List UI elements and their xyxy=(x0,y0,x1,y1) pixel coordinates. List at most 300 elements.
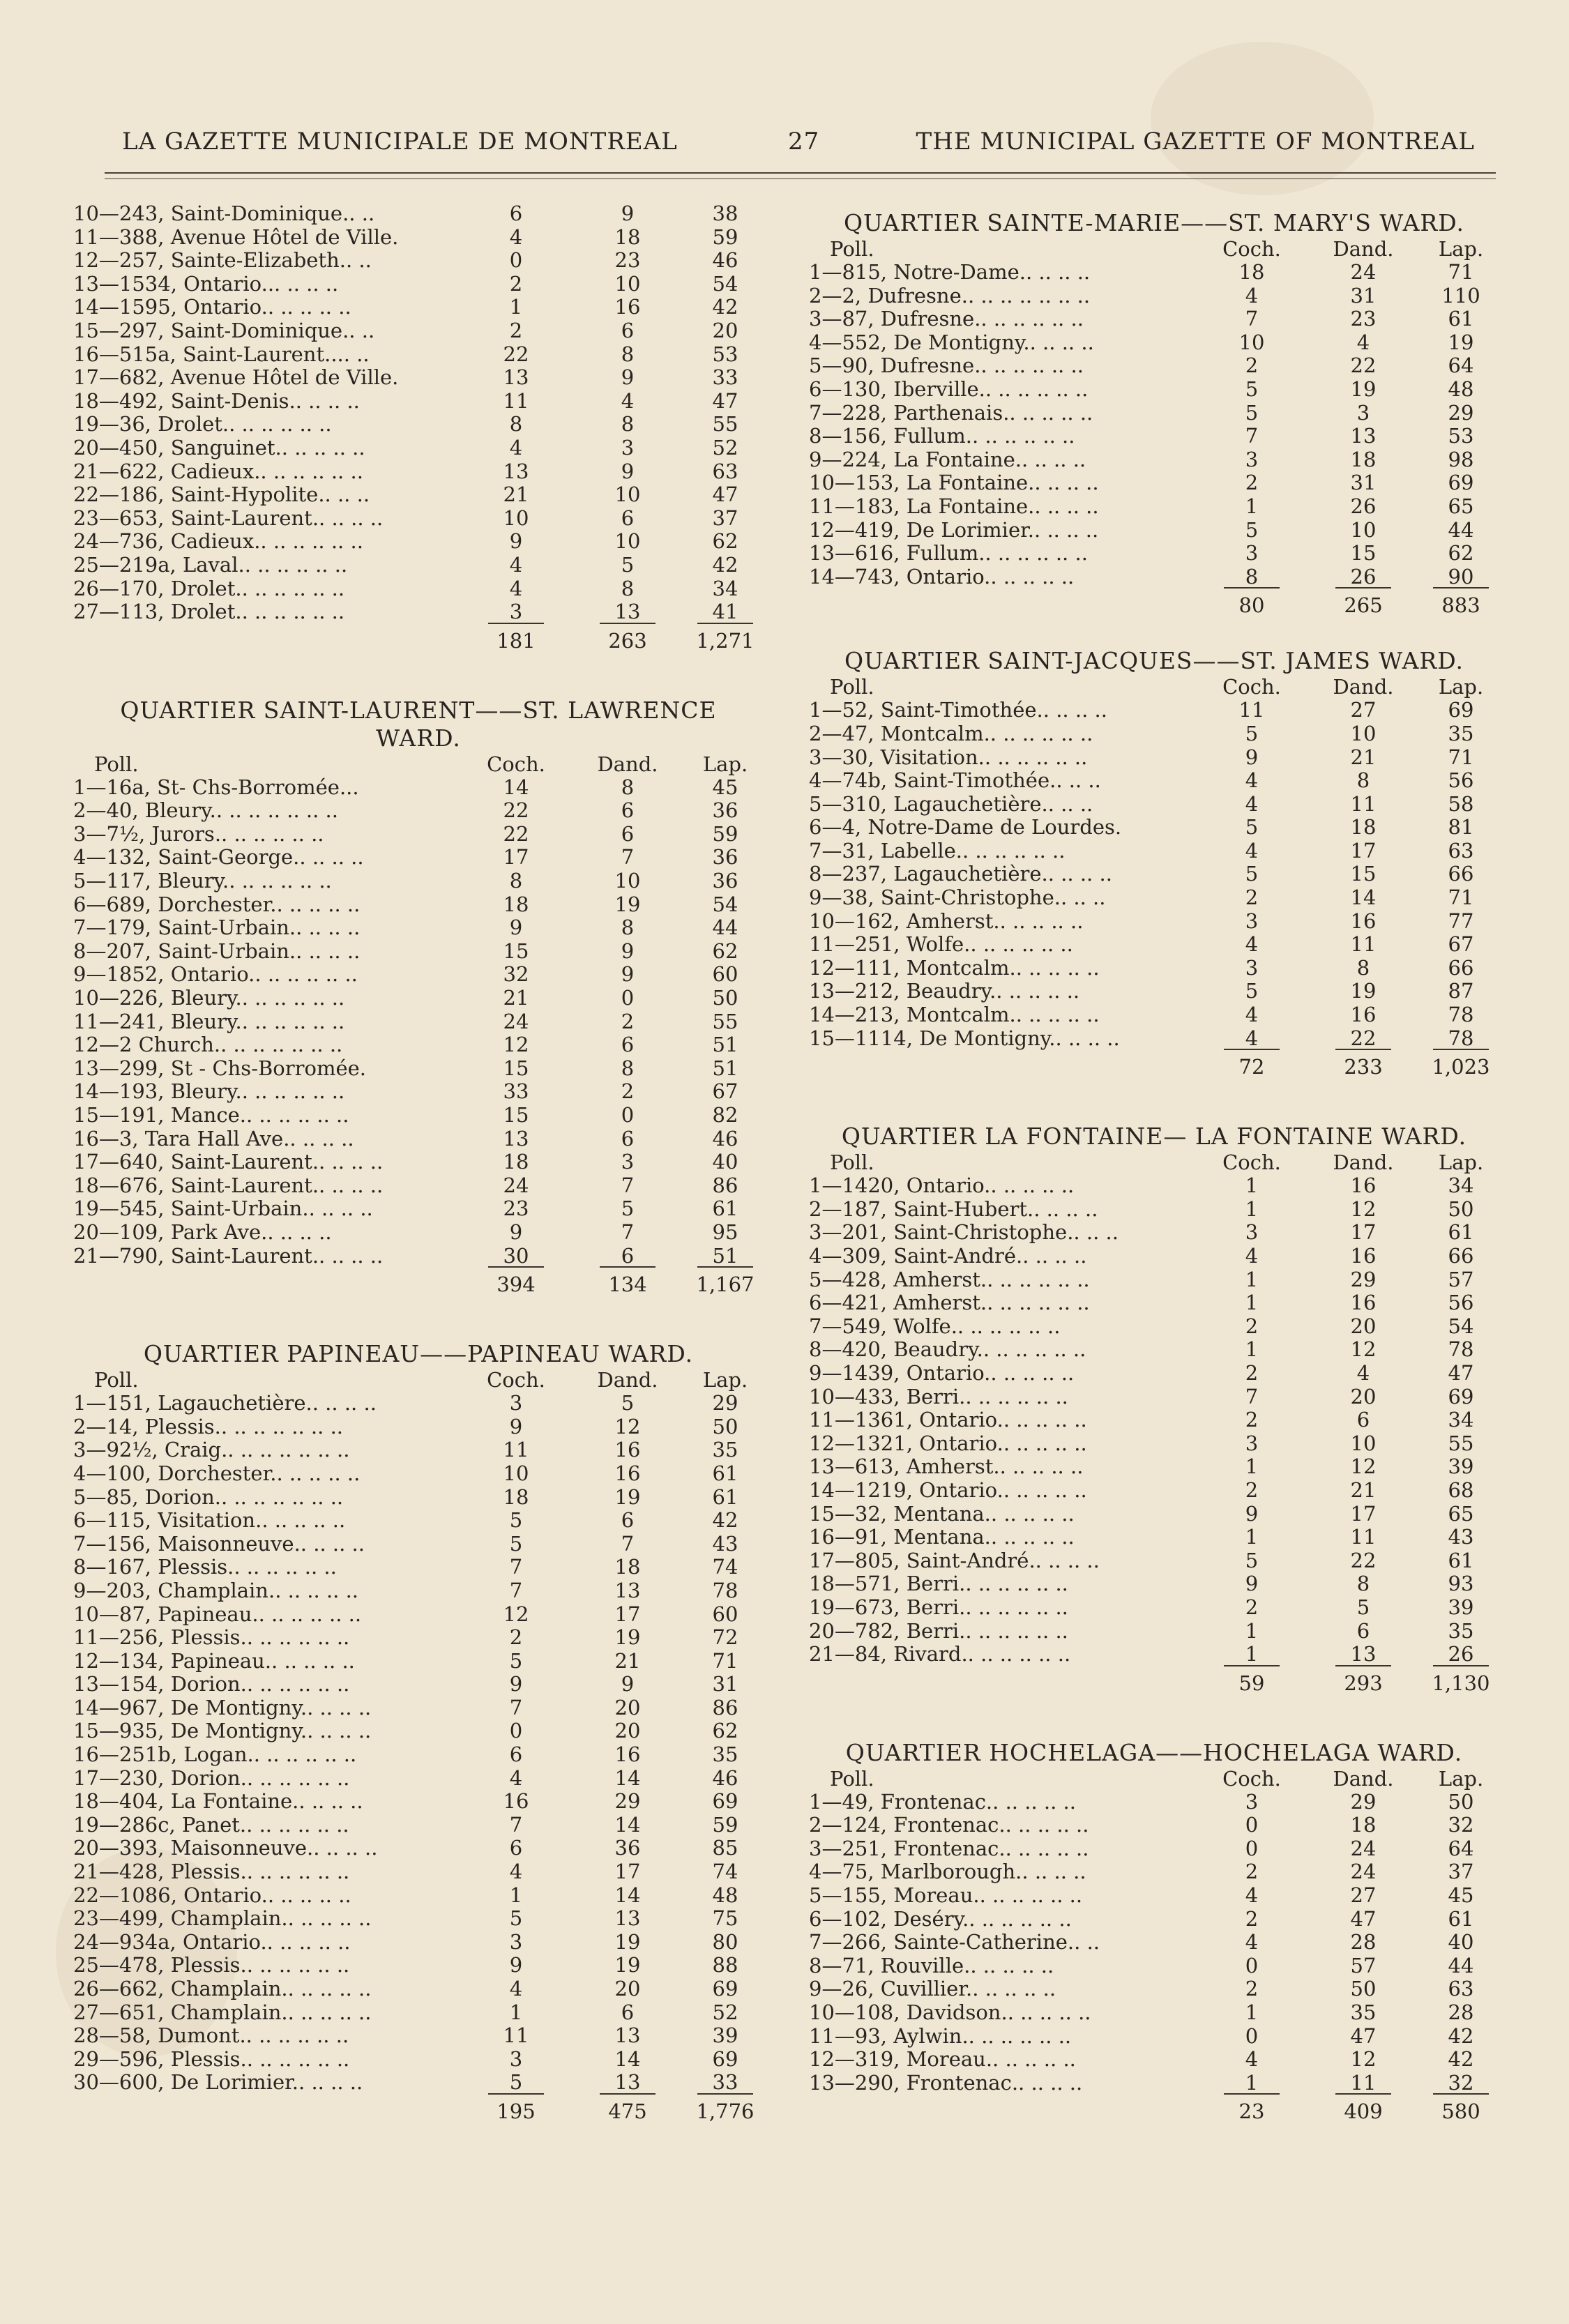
table-row xyxy=(73,1837,764,1860)
coch-value: 3 xyxy=(1245,1431,1259,1455)
table-row xyxy=(809,471,1499,495)
coch-value: 7 xyxy=(509,1578,523,1602)
coch-value: 2 xyxy=(1245,1408,1259,1432)
poll-header: Poll. xyxy=(830,1766,874,1791)
ward-section-papineau xyxy=(73,1340,764,2125)
coch-value: 2 xyxy=(1245,471,1259,495)
coch-value: 5 xyxy=(509,1531,523,1556)
poll-label: 11—256, Plessis.. .. .. .. .. .. xyxy=(73,1626,350,1650)
coch-value: 12 xyxy=(503,1602,529,1626)
coch-value: 9 xyxy=(1245,745,1259,769)
lap-value: 34 xyxy=(712,576,738,600)
dand-value: 24 xyxy=(1350,1860,1377,1884)
dand-value: 3 xyxy=(1356,400,1370,425)
lap-value: 42 xyxy=(1448,2047,1474,2072)
dand-value: 10 xyxy=(614,529,641,554)
coch-value: 7 xyxy=(1245,424,1259,448)
lap-value: 44 xyxy=(1448,1953,1474,1977)
coch-header: Coch. xyxy=(487,1368,545,1392)
coch-value: 10 xyxy=(503,506,529,530)
poll-label: 10—162, Amherst.. .. .. .. .. xyxy=(809,909,1084,933)
table-row xyxy=(809,261,1499,284)
coch-value: 1 xyxy=(1245,1455,1259,1479)
dand-value: 14 xyxy=(614,1812,641,1837)
lap-value: 43 xyxy=(712,1531,738,1556)
table-row xyxy=(73,1150,764,1174)
dand-value: 6 xyxy=(621,2000,635,2024)
poll-label: 7—156, Maisonneuve.. .. .. .. xyxy=(73,1532,365,1556)
table-row xyxy=(809,1791,1499,1814)
table-row xyxy=(809,840,1499,863)
lap-value: 45 xyxy=(712,775,738,799)
dand-value: 29 xyxy=(614,1789,641,1814)
dand-value: 28 xyxy=(1350,1930,1377,1954)
coch-header: Coch. xyxy=(1222,675,1281,699)
poll-label: 14—743, Ontario.. .. .. .. .. xyxy=(809,565,1075,588)
lap-value: 65 xyxy=(1448,1501,1474,1526)
coch-value: 5 xyxy=(509,2070,523,2095)
lap-value: 40 xyxy=(1448,1930,1474,1954)
dand-value: 10 xyxy=(614,483,641,507)
poll-label: 9—1852, Ontario.. .. .. .. .. .. xyxy=(73,963,358,987)
dand-total: 233 xyxy=(1304,1053,1423,1081)
lap-value: 33 xyxy=(712,2070,738,2095)
ward-title: QUARTIER SAINT-LAURENT——ST. LAWRENCE WARD. xyxy=(120,696,717,752)
coch-value: 0 xyxy=(1245,1813,1259,1837)
coch-value: 10 xyxy=(1238,330,1265,354)
lap-value: 46 xyxy=(712,1765,738,1790)
dand-value: 23 xyxy=(614,248,641,273)
coch-value: 9 xyxy=(1245,1501,1259,1526)
lap-value: 42 xyxy=(712,552,738,577)
dand-value: 20 xyxy=(1350,1384,1377,1408)
coch-value: 7 xyxy=(1245,1384,1259,1408)
dand-value: 21 xyxy=(1350,1478,1377,1502)
poll-label: 13—613, Amherst.. .. .. .. .. xyxy=(809,1455,1084,1479)
poll-label: 17—230, Dorion.. .. .. .. .. .. xyxy=(73,1766,350,1790)
coch-value: 3 xyxy=(1245,1789,1259,1814)
coch-value: 2 xyxy=(1245,886,1259,910)
dand-value: 20 xyxy=(614,1695,641,1719)
lap-value: 110 xyxy=(1441,283,1480,307)
table-row xyxy=(73,1860,764,1884)
dand-value: 10 xyxy=(614,271,641,296)
poll-label: 7—266, Sainte-Catherine.. .. xyxy=(809,1931,1100,1954)
dand-value: 5 xyxy=(621,552,635,577)
ward-section-sainte-marie xyxy=(809,209,1499,619)
poll-header: Poll. xyxy=(94,752,139,776)
lap-total: 1,271 xyxy=(687,627,764,655)
coch-value: 13 xyxy=(503,1126,529,1150)
dand-value: 6 xyxy=(621,821,635,846)
lap-value: 59 xyxy=(712,821,738,846)
poll-label: 1—16a, St- Chs-Borromée... xyxy=(73,775,359,799)
column-header-row xyxy=(809,675,1499,699)
poll-label: 11—183, La Fontaine.. .. .. .. xyxy=(809,494,1099,518)
dand-value: 18 xyxy=(614,225,641,249)
dand-total: 134 xyxy=(568,1270,687,1298)
dand-value: 57 xyxy=(1350,1953,1377,1977)
lap-value: 39 xyxy=(712,2023,738,2048)
poll-label: 8—420, Beaudry.. .. .. .. .. .. xyxy=(809,1338,1086,1362)
coch-value: 2 xyxy=(1245,1360,1259,1385)
table-row xyxy=(73,296,764,319)
lap-value: 26 xyxy=(1448,1642,1474,1666)
poll-label: 20—450, Sanguinet.. .. .. .. .. xyxy=(73,436,365,460)
poll-label: 29—596, Plessis.. .. .. .. .. .. xyxy=(73,2047,350,2071)
dand-value: 12 xyxy=(1350,1337,1377,1362)
poll-label: 15—297, Saint-Dominique.. .. xyxy=(73,319,375,342)
table-row xyxy=(809,1362,1499,1385)
poll-label: 4—75, Marlborough.. .. .. .. xyxy=(809,1860,1086,1884)
lap-value: 47 xyxy=(712,483,738,507)
dand-value: 8 xyxy=(1356,955,1370,980)
poll-label: 15—32, Mentana.. .. .. .. .. xyxy=(809,1502,1075,1526)
dand-value: 21 xyxy=(614,1648,641,1673)
table-row xyxy=(73,436,764,460)
dand-value: 31 xyxy=(1350,283,1377,307)
poll-label: 4—552, De Montigny.. .. .. .. xyxy=(809,331,1094,354)
lap-value: 71 xyxy=(712,1648,738,1673)
dand-value: 16 xyxy=(1350,909,1377,933)
totals-row xyxy=(73,1270,764,1298)
lap-value: 59 xyxy=(712,1812,738,1837)
table-row xyxy=(73,2048,764,2072)
table-row xyxy=(73,963,764,987)
dand-value: 13 xyxy=(1350,1642,1377,1666)
coch-value: 2 xyxy=(1245,1860,1259,1884)
dand-value: 9 xyxy=(621,962,635,987)
dand-value: 6 xyxy=(621,798,635,823)
column-header-row xyxy=(809,1150,1499,1174)
table-row xyxy=(73,530,764,554)
dand-value: 8 xyxy=(621,775,635,799)
dand-total: 265 xyxy=(1304,591,1423,619)
lap-value: 59 xyxy=(712,225,738,249)
coch-value: 22 xyxy=(503,342,529,366)
coch-value: 5 xyxy=(1245,862,1259,886)
lap-value: 20 xyxy=(712,318,738,342)
poll-label: 20—393, Maisonneuve.. .. .. .. xyxy=(73,1837,378,1860)
poll-label: 9—38, Saint-Christophe.. .. .. xyxy=(809,886,1106,910)
coch-value: 9 xyxy=(509,1220,523,1244)
coch-value: 4 xyxy=(1245,1003,1259,1027)
lap-value: 50 xyxy=(1448,1197,1474,1221)
lap-value: 50 xyxy=(712,1414,738,1438)
dand-value: 9 xyxy=(621,365,635,390)
table-row xyxy=(73,1080,764,1104)
dand-value: 8 xyxy=(621,916,635,940)
column-header-row xyxy=(73,752,764,776)
coch-value: 2 xyxy=(509,318,523,342)
coch-value: 0 xyxy=(1245,1836,1259,1860)
lap-value: 38 xyxy=(712,202,738,225)
coch-value: 1 xyxy=(1245,1174,1259,1198)
table-row xyxy=(73,1533,764,1556)
table-row xyxy=(73,2001,764,2025)
table-row xyxy=(73,577,764,601)
dand-value: 29 xyxy=(1350,1267,1377,1291)
lap-value: 66 xyxy=(1448,955,1474,980)
ward-section-hochelaga xyxy=(809,1739,1499,2126)
coch-value: 8 xyxy=(1245,564,1259,588)
coch-value: 4 xyxy=(1245,1883,1259,1908)
poll-label: 7—179, Saint-Urbain.. .. .. .. xyxy=(73,916,361,940)
poll-label: 6—689, Dorchester.. .. .. .. .. xyxy=(73,893,361,916)
dand-value: 4 xyxy=(1356,1360,1370,1385)
poll-label: 11—388, Avenue Hôtel de Ville. xyxy=(73,225,399,249)
poll-label: 21—428, Plessis.. .. .. .. .. .. xyxy=(73,1860,350,1884)
poll-label: 16—251b, Logan.. .. .. .. .. .. xyxy=(73,1743,357,1767)
dand-value: 8 xyxy=(1356,768,1370,793)
dand-value: 16 xyxy=(1350,1244,1377,1268)
poll-label: 14—193, Bleury.. .. .. .. .. .. xyxy=(73,1080,345,1104)
lap-value: 28 xyxy=(1448,2000,1474,2025)
poll-label: 20—782, Berri.. .. .. .. .. .. xyxy=(809,1619,1068,1643)
dand-value: 50 xyxy=(1350,1977,1377,2001)
poll-label: 19—545, Saint-Urbain.. .. .. .. xyxy=(73,1197,373,1221)
table-row xyxy=(809,1908,1499,1931)
lap-value: 47 xyxy=(712,388,738,413)
table-row xyxy=(73,916,764,940)
poll-label: 12—257, Sainte-Elizabeth.. .. xyxy=(73,249,372,273)
lap-value: 93 xyxy=(1448,1572,1474,1596)
poll-label: 15—935, De Montigny.. .. .. .. xyxy=(73,1719,372,1743)
poll-label: 12—1321, Ontario.. .. .. .. .. xyxy=(809,1431,1087,1455)
dand-value: 19 xyxy=(1350,377,1377,401)
table-row xyxy=(809,402,1499,425)
lap-value: 37 xyxy=(712,506,738,530)
poll-label: 18—492, Saint-Denis.. .. .. .. xyxy=(73,389,360,413)
lap-total: 1,023 xyxy=(1423,1053,1499,1081)
table-row xyxy=(809,1027,1499,1051)
dand-value: 24 xyxy=(1350,260,1377,284)
ward-title: QUARTIER SAINT-JACQUES——ST. JAMES WARD. xyxy=(844,647,1464,675)
poll-label: 18—404, La Fontaine.. .. .. .. xyxy=(73,1790,363,1814)
table-row xyxy=(73,1743,764,1767)
coch-value: 18 xyxy=(503,892,529,916)
lap-value: 35 xyxy=(1448,1618,1474,1643)
coch-value: 6 xyxy=(509,202,523,225)
dand-value: 17 xyxy=(614,1602,641,1626)
table-row xyxy=(809,1245,1499,1268)
column-header-row xyxy=(73,1368,764,1392)
coch-value: 5 xyxy=(509,1508,523,1533)
table-row xyxy=(73,390,764,413)
table-row xyxy=(809,699,1499,722)
dand-value: 6 xyxy=(621,318,635,342)
lap-value: 37 xyxy=(1448,1860,1474,1884)
column-header-row xyxy=(809,1767,1499,1791)
coch-value: 32 xyxy=(503,962,529,987)
table-row xyxy=(73,507,764,531)
poll-label: 27—651, Champlain.. .. .. .. .. xyxy=(73,2000,372,2024)
dand-value: 23 xyxy=(1350,307,1377,331)
coch-value: 13 xyxy=(503,365,529,390)
lap-value: 56 xyxy=(1448,1291,1474,1315)
coch-value: 21 xyxy=(503,986,529,1010)
coch-value: 2 xyxy=(509,271,523,296)
table-row xyxy=(809,957,1499,980)
dand-value: 0 xyxy=(621,1103,635,1127)
poll-label: 19—673, Berri.. .. .. .. .. .. xyxy=(809,1595,1068,1619)
table-row xyxy=(73,1626,764,1650)
table-row xyxy=(73,893,764,917)
lap-value: 67 xyxy=(712,1079,738,1104)
dand-header: Dand. xyxy=(1333,1150,1394,1175)
table-row xyxy=(73,366,764,390)
table-row xyxy=(73,1509,764,1533)
dand-value: 21 xyxy=(1350,745,1377,769)
table-row xyxy=(73,1174,764,1198)
dand-value: 13 xyxy=(614,600,641,624)
coch-value: 6 xyxy=(509,1742,523,1767)
table-row xyxy=(73,1977,764,2001)
lap-value: 98 xyxy=(1448,447,1474,471)
poll-label: 21—622, Cadieux.. .. .. .. .. .. xyxy=(73,460,363,483)
table-row xyxy=(809,448,1499,472)
lap-total: 1,167 xyxy=(687,1270,764,1298)
poll-label: 10—433, Berri.. .. .. .. .. .. xyxy=(809,1385,1068,1408)
poll-label: 6—102, Deséry.. .. .. .. .. .. xyxy=(809,1907,1072,1931)
totals-row xyxy=(809,2097,1499,2125)
table-row xyxy=(73,483,764,507)
poll-label: 3—92½, Craig.. .. .. .. .. .. .. xyxy=(73,1438,350,1462)
dand-value: 15 xyxy=(1350,541,1377,565)
coch-value: 4 xyxy=(509,1765,523,1790)
dand-total: 409 xyxy=(1304,2097,1423,2125)
dand-value: 7 xyxy=(621,1173,635,1197)
dand-value: 19 xyxy=(614,892,641,916)
poll-label: 9—26, Cuvillier.. .. .. .. .. xyxy=(809,1977,1056,2001)
coch-value: 18 xyxy=(503,1150,529,1174)
dand-value: 26 xyxy=(1350,494,1377,518)
poll-label: 27—113, Drolet.. .. .. .. .. .. xyxy=(73,600,345,624)
coch-value: 9 xyxy=(509,529,523,554)
table-row xyxy=(809,1643,1499,1666)
dand-value: 16 xyxy=(1350,1003,1377,1027)
lap-total: 580 xyxy=(1423,2097,1499,2125)
table-row xyxy=(73,1104,764,1127)
table-row xyxy=(73,1486,764,1510)
coch-value: 0 xyxy=(509,248,523,273)
lap-value: 69 xyxy=(712,1977,738,2000)
poll-label: 2—14, Plessis.. .. .. .. .. .. .. xyxy=(73,1415,344,1438)
poll-label: 13—616, Fullum.. .. .. .. .. .. xyxy=(809,542,1088,565)
lap-value: 50 xyxy=(712,986,738,1010)
table-row xyxy=(73,1719,764,1743)
dand-value: 29 xyxy=(1350,1789,1377,1814)
lap-value: 77 xyxy=(1448,909,1474,933)
dand-value: 7 xyxy=(621,1531,635,1556)
lap-value: 51 xyxy=(712,1243,738,1268)
poll-label: 23—499, Champlain.. .. .. .. .. xyxy=(73,1907,372,1931)
table-row xyxy=(809,1003,1499,1027)
coch-value: 3 xyxy=(1245,1220,1259,1245)
coch-value: 1 xyxy=(1245,2000,1259,2025)
totals-row xyxy=(809,591,1499,619)
poll-label: 5—428, Amherst.. .. .. .. .. .. xyxy=(809,1268,1090,1291)
dand-value: 13 xyxy=(614,2070,641,2095)
table-row xyxy=(73,1579,764,1603)
coch-value: 6 xyxy=(509,1836,523,1860)
poll-label: 6—115, Visitation.. .. .. .. .. xyxy=(73,1509,346,1533)
dand-value: 15 xyxy=(1350,862,1377,886)
table-row xyxy=(73,1033,764,1057)
dand-value: 17 xyxy=(1350,1501,1377,1526)
dand-value: 16 xyxy=(1350,1174,1377,1198)
lap-value: 80 xyxy=(712,1929,738,1954)
coch-value: 5 xyxy=(1245,517,1259,542)
table-row xyxy=(809,2048,1499,2072)
poll-label: 17—640, Saint-Laurent.. .. .. .. xyxy=(73,1150,384,1174)
coch-value: 4 xyxy=(1245,283,1259,307)
dand-value: 4 xyxy=(1356,330,1370,354)
lap-total: 883 xyxy=(1423,591,1499,619)
lap-value: 35 xyxy=(712,1438,738,1462)
table-row xyxy=(809,1221,1499,1245)
poll-label: 13—299, St - Chs-Borromée. xyxy=(73,1056,366,1080)
table-row xyxy=(809,495,1499,519)
dand-header: Dand. xyxy=(1333,675,1394,699)
table-row xyxy=(73,1767,764,1791)
coch-value: 16 xyxy=(503,1789,529,1814)
coch-value: 15 xyxy=(503,1056,529,1080)
poll-label: 28—58, Dumont.. .. .. .. .. .. xyxy=(73,2024,349,2048)
dand-value: 6 xyxy=(621,1033,635,1057)
lap-value: 36 xyxy=(712,845,738,869)
poll-label: 4—132, Saint-George.. .. .. .. xyxy=(73,846,364,869)
lap-value: 66 xyxy=(1448,862,1474,886)
dand-value: 3 xyxy=(621,1150,635,1174)
dand-value: 4 xyxy=(621,388,635,413)
table-row xyxy=(809,378,1499,402)
lap-value: 61 xyxy=(712,1484,738,1509)
lap-value: 46 xyxy=(712,248,738,273)
dand-value: 5 xyxy=(621,1197,635,1221)
lap-value: 64 xyxy=(1448,1836,1474,1860)
table-row xyxy=(809,1385,1499,1409)
dand-value: 22 xyxy=(1350,1548,1377,1572)
poll-label: 3—251, Frontenac.. .. .. .. .. xyxy=(809,1837,1089,1860)
coch-value: 4 xyxy=(509,435,523,460)
dand-value: 10 xyxy=(1350,1431,1377,1455)
lap-value: 34 xyxy=(1448,1174,1474,1198)
coch-total: 80 xyxy=(1199,591,1304,619)
coch-header: Coch. xyxy=(487,752,545,776)
table-row xyxy=(809,1549,1499,1573)
dand-value: 22 xyxy=(1350,354,1377,378)
coch-value: 3 xyxy=(509,1391,523,1415)
totals-row xyxy=(809,1669,1499,1697)
poll-label: 1—49, Frontenac.. .. .. .. .. xyxy=(809,1790,1076,1814)
lap-header: Lap. xyxy=(1438,675,1484,699)
lap-value: 61 xyxy=(1448,1220,1474,1245)
poll-label: 9—1439, Ontario.. .. .. .. .. xyxy=(809,1361,1075,1385)
poll-label: 2—187, Saint-Hubert.. .. .. .. xyxy=(809,1197,1098,1221)
dand-total: 263 xyxy=(568,627,687,655)
coch-value: 9 xyxy=(1245,1572,1259,1596)
coch-value: 22 xyxy=(503,798,529,823)
coch-total: 59 xyxy=(1199,1669,1304,1697)
dand-value: 17 xyxy=(1350,1220,1377,1245)
poll-label: 3—30, Visitation.. .. .. .. .. .. xyxy=(809,745,1088,769)
lap-value: 46 xyxy=(712,1126,738,1150)
lap-value: 69 xyxy=(1448,698,1474,722)
poll-label: 11—1361, Ontario.. .. .. .. .. xyxy=(809,1408,1087,1432)
dand-value: 0 xyxy=(621,986,635,1010)
poll-label: 10—153, La Fontaine.. .. .. .. xyxy=(809,471,1099,495)
